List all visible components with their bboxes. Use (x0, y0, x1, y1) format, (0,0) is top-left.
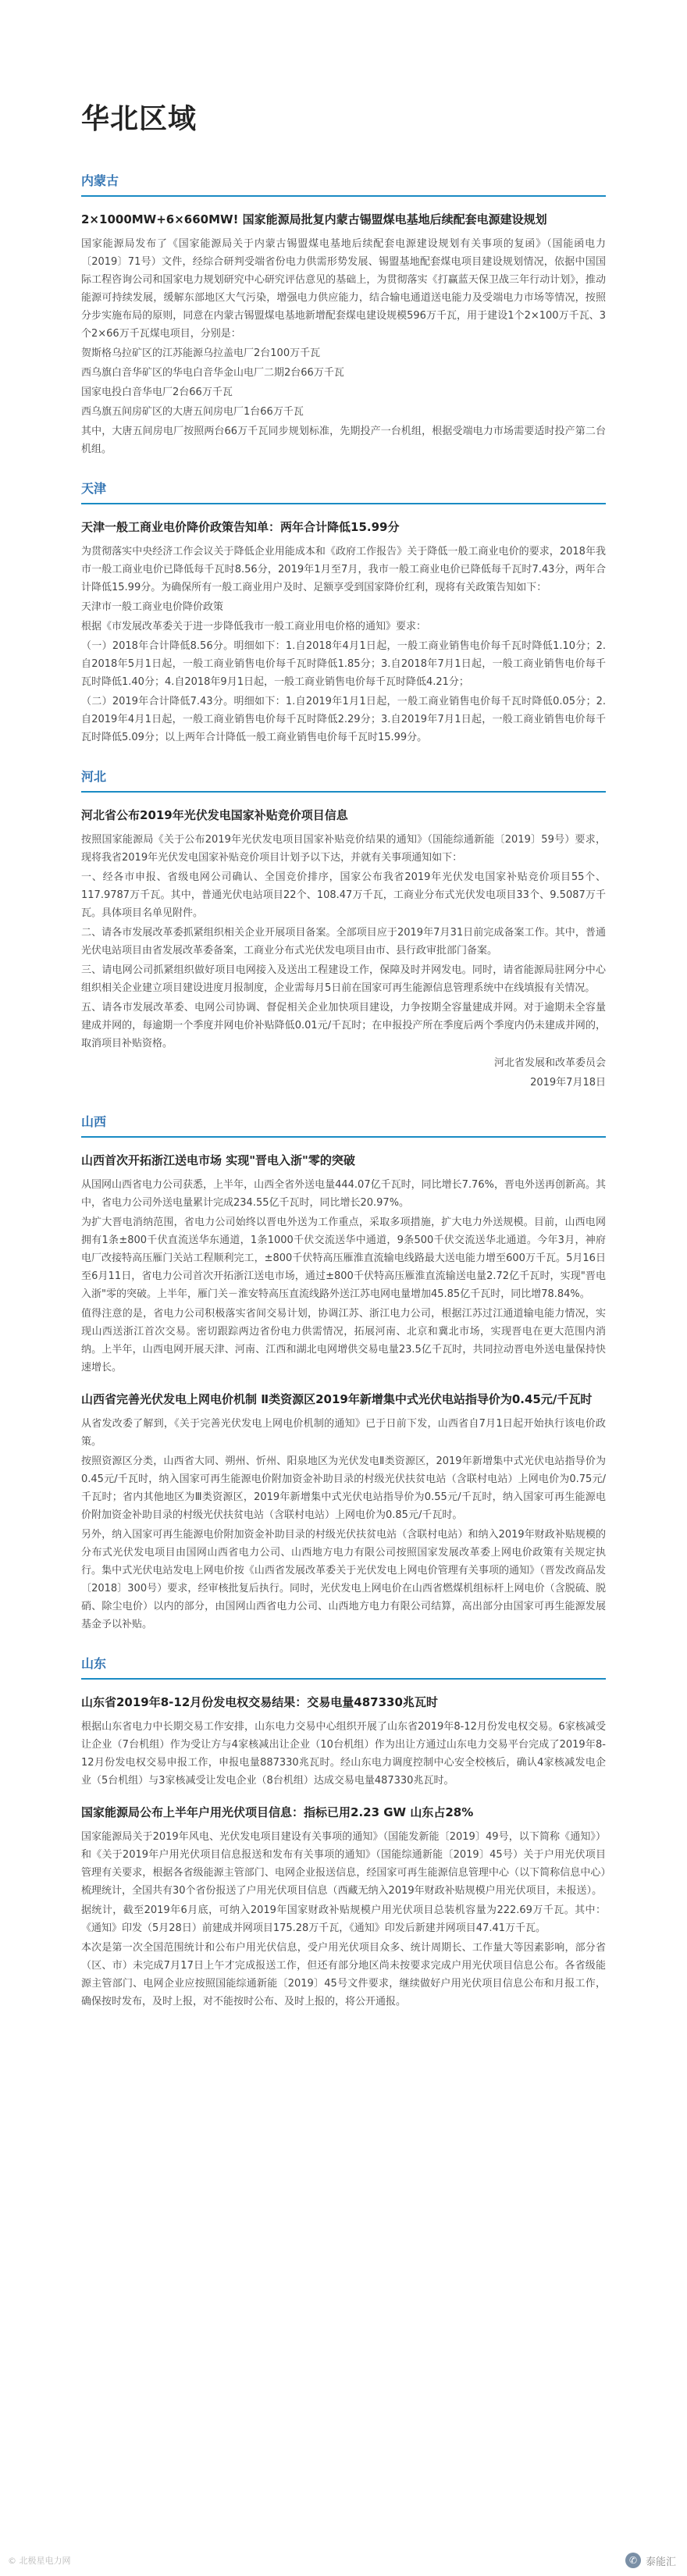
news-item (81, 1150, 606, 1377)
news-item-paragraph: 为扩大晋电消纳范围，省电力公司始终以晋电外送为工作重点，采取多项措施，扩大电力外送规模。目前，山西电网拥有1条±800千伏直流送华东通道，1条1000千伏交流送华中通道，9条500千伏交流送华北通道。今年3月，神府电厂改接特高压雁门关站工程顺利完工，±800千伏特高压雁淮直流输电线路最大送电能力增至600万千瓦。5月16日至6月11日，省电力公司首次开拓浙江送电市场，通过±800千伏特高压雁淮直流输送电量2.72亿千瓦时，实现"晋电入浙"零的突破。上半年，雁门关－淮安特高压直流线路外送江苏电网电量增加45.85亿千瓦时，同比增78.84%。 (81, 1217, 606, 1300)
news-item-paragraph: 一、经各市申报、省级电网公司确认、全国竞价排序，国家公布我省2019年光伏发电国家补贴竞价项目55个、117.9787万千瓦。其中，普通光伏电站项目22个、108.47万千瓦，工商业分布式光伏发电项目33个、9.5087万千瓦。具体项目名单见附件。 (81, 871, 606, 919)
news-item (81, 209, 606, 458)
region-section (81, 1112, 606, 1634)
news-item-paragraph: 国家能源局发布了《国家能源局关于内蒙古锡盟煤电基地后续配套电源建设规划有关事项的复函》（国能函电力〔2019〕71号）文件，经综合研判受端省份电力供需形势发展、锡盟基地配套煤电项目建设规划情况，依据中国国际工程咨询公司和国家电力规划研究中心研究评估意见的基础上，为贯彻落实《打赢蓝天保卫战三年行动计划》，推动能源可持续发展，缓解东部地区大气污染，增强电力供应能力，结合输电通道送电能力及受端电力市场等情况，按照分步实施布局的原则，同意在内蒙古锡盟煤电基地新增配套煤电建设规模596万千瓦，用于建设1个2×100万千瓦、3个2×66万千瓦煤电项目，分别是： (81, 238, 606, 340)
news-item (81, 1692, 606, 1790)
news-item-paragraph: 国家能源局关于2019年风电、光伏发电项目建设有关事项的通知》（国能发新能〔2019〕49号，以下简称《通知》）和《关于2019年户用光伏项目信息报送和发布有关事项的通知》（国能综通新能〔2019〕45号）关于户用光伏项目管理有关要求，根据各省级能源主管部门、电网企业报送信息，经国家可再生能源信息管理中心（以下简称信息中心）梳理统计，全国共有30个省份报送了户用光伏项目信息（西藏无纳入2019年财政补贴规模户用光伏项目，未报送）。 (81, 1831, 606, 1897)
news-item-paragraph: 西乌旗白音华矿区的华电白音华金山电厂二期2台66万千瓦 (81, 367, 344, 379)
source-name: 泰能汇 (645, 2556, 676, 2568)
news-item-paragraph: （一）2018年合计降低8.56分。明细如下：1.自2018年4月1日起，一般工商业销售电价每千瓦时降低1.10分；2.自2018年5月1日起，一般工商业销售电价每千瓦时降低1.85分；3.自2018年7月1日起，一般工商业销售电价每千瓦时降低1.40分；4.自2018年9月1日起，一般工商业销售电价每千瓦时降低4.21分； (81, 640, 606, 688)
news-item-paragraph: 其中，大唐五间房电厂按照两台66万千瓦同步规划标准，先期投产一台机组，根据受端电力市场需要适时投产第二台机组。 (81, 426, 606, 455)
news-item-paragraph: 按照国家能源局《关于公布2019年光伏发电项目国家补贴竞价结果的通知》（国能综通新能〔2019〕59号）要求，现将我省2019年光伏发电国家补贴竞价项目计划予以下达，并就有关事项通知如下： (81, 834, 606, 864)
wechat-icon: ✆ (625, 2553, 641, 2568)
region-divider (81, 1136, 606, 1138)
region-list (81, 171, 606, 2011)
region-divider (81, 503, 606, 504)
news-item-paragraph: 根据山东省电力中长期交易工作安排，山东电力交易中心组织开展了山东省2019年8-12月份发电权交易。6家核减受让企业（7台机组）作为受让方与4家核减出让企业（10台机组）作为出让方通过山东电力交易平台完成了2019年8-12月份发电权交易申报工作，申报电量887330兆瓦时。经山东电力调度控制中心安全校核后，确认4家核减发电企业（5台机组）与3家核减受让发电企业（8台机组）达成交易电量487330兆瓦时。 (81, 1721, 606, 1787)
news-item-paragraph: 从省发改委了解到，《关于完善光伏发电上网电价机制的通知》已于日前下发，山西省自7月1日起开始执行该电价政策。 (81, 1418, 606, 1448)
footer (0, 2545, 687, 2576)
source-badge[interactable] (625, 2553, 676, 2568)
region-label: 天津 (81, 481, 107, 496)
news-item-paragraph: （二）2019年合计降低7.43分。明细如下：1.自2019年1月1日起，一般工商业销售电价每千瓦时降低0.05分；2.自2019年4月1日起，一般工商业销售电价每千瓦时降低2.29分；3.自2019年7月1日起，一般工商业销售电价每千瓦时降低5.09分；以上两年合计降低一般工商业销售电价每千瓦时15.99分。 (81, 696, 606, 743)
news-item-title: 国家能源局公布上半年户用光伏项目信息：指标已用2.23 GW 山东占28% (81, 1805, 474, 1819)
news-item-title: 2×1000MW+6×660MW! 国家能源局批复内蒙古锡盟煤电基地后续配套电源建设规划 (81, 212, 547, 226)
news-item-paragraph: 五、请各市发展改革委、电网公司协调、督促相关企业加快项目建设，力争按期全容量建成并网。对于逾期未全容量建成并网的，每逾期一个季度并网电价补贴降低0.01元/千瓦时；在申报投产所在季度后两个季度内仍未建成并网的，取消项目补贴资格。 (81, 1002, 606, 1049)
news-item-title: 山东省2019年8-12月份发电权交易结果：交易电量487330兆瓦时 (81, 1695, 438, 1709)
region-section (81, 1654, 606, 2011)
news-item-paragraph: 从国网山西省电力公司获悉，上半年，山西全省外送电量444.07亿千瓦时，同比增长7.76%，晋电外送再创新高。其中，省电力公司外送电量累计完成234.55亿千瓦时，同比增长20.97%。 (81, 1179, 606, 1209)
news-item-title: 山西首次开拓浙江送电市场 实现"晋电入浙"零的突破 (81, 1153, 355, 1167)
news-item-paragraph: 根据《市发展改革委关于进一步降低我市一般工商业用电价格的通知》要求： (81, 621, 427, 632)
news-item-paragraph: 国家电投白音华电厂2台66万千瓦 (81, 387, 233, 398)
news-item (81, 1802, 606, 2011)
news-item-paragraph: 本次是第一次全国范围统计和公布户用光伏信息，受户用光伏项目众多、统计周期长、工作量大等因素影响，部分省（区、市）未完成7月17日上午才完成报送工作，但还有部分地区尚未按要求完成户用光伏项目信息公布。各省级能源主管部门、电网企业应按照国能综通新能〔2019〕45号文件要求，继续做好户用光伏项目信息公布和月报工作，确保按时发布，及时上报，对不能按时公布、及时上报的，将公开通报。 (81, 1942, 606, 2008)
news-item (81, 805, 606, 1092)
region-divider (81, 791, 606, 793)
news-item-paragraph: 河北省发展和改革委员会 (493, 1057, 606, 1069)
news-item-paragraph: 贺斯格乌拉矿区的江苏能源乌拉盖电厂2台100万千瓦 (81, 347, 321, 359)
region-label: 山西 (81, 1114, 107, 1129)
watermark-left: © 北极星电力网 (8, 2556, 71, 2566)
news-item (81, 1389, 606, 1634)
news-item-paragraph: 为贯彻落实中央经济工作会议关于降低企业用能成本和《政府工作报告》关于降低一般工商业电价的要求，2018年我市一般工商业电价已降低每千瓦时8.56分，2019年1月至7月，我市一般工商业电价已降低每千瓦时7.43分，两年合计降低15.99分。为确保所有一般工商业用户及时、足额享受到国家降价红利，现将有关政策告知如下： (81, 546, 606, 593)
news-item-paragraph: 值得注意的是，省电力公司积极落实省间交易计划，协调江苏、浙江电力公司，根据江苏过江通道输电能力情况，实现山西送浙江首次交易。密切跟踪两边省份电力供需情况，拓展河南、北京和冀北市场，实现晋电在更大范围内消纳。上半年，山西电网开展天津、河南、江西和湖北电网增供交易电量23.5亿千瓦时，共同拉动晋电外送电量保持快速增长。 (81, 1308, 606, 1374)
news-item (81, 517, 606, 746)
news-item-title: 河北省公布2019年光伏发电国家补贴竞价项目信息 (81, 808, 348, 822)
news-item-paragraph: 二、请各市发展改革委抓紧组织相关企业开展项目备案。全部项目应于2019年7月31日前完成备案工作。其中，普通光伏电站项目由省发展改革委备案，工商业分布式光伏发电项目由市、县行政审批部门备案。 (81, 927, 606, 957)
region-label: 内蒙古 (81, 173, 119, 188)
page-title: 华北区域 (81, 103, 198, 135)
news-item-paragraph: 天津市一般工商业电价降价政策 (81, 601, 224, 613)
news-item-paragraph: 按照资源区分类，山西省大同、朔州、忻州、阳泉地区为光伏发电Ⅱ类资源区，2019年新增集中式光伏电站指导价为0.45元/千瓦时，纳入国家可再生能源电价附加资金补助目录的村级光伏扶贫电站（含联村电站）上网电价为0.75元/千瓦时；省内其他地区为Ⅲ类资源区，2019年新增集中式光伏电站指导价为0.55元/千瓦时，纳入国家可再生能源电价附加资金补助目录的村级光伏扶贫电站（含联村电站）上网电价为0.85元/千瓦时。 (81, 1455, 606, 1521)
region-label: 山东 (81, 1656, 107, 1671)
region-section (81, 171, 606, 458)
news-item-paragraph: 据统计，截至2019年6月底，可纳入2019年国家财政补贴规模户用光伏项目总装机容量为222.69万千瓦。其中：《通知》印发（5月28日）前建成并网项目175.28万千瓦，《通知》印发后新建并网项目47.41万千瓦。 (81, 1904, 606, 1934)
region-section (81, 479, 606, 746)
region-section (81, 767, 606, 1092)
news-item-title: 天津一般工商业电价降价政策告知单：两年合计降低15.99分 (81, 520, 400, 534)
news-item-title: 山西省完善光伏发电上网电价机制 Ⅱ类资源区2019年新增集中式光伏电站指导价为0.45元/千瓦时 (81, 1392, 593, 1406)
region-label: 河北 (81, 769, 107, 784)
news-item-paragraph: 三、请电网公司抓紧组织做好项目电网接入及送出工程建设工作，保障及时并网发电。同时，请省能源局驻网分中心组织相关企业建立项目建设进度月报制度，企业需每月5日前在国家可再生能源信息管理系统中在线填报有关情况。 (81, 964, 606, 994)
region-divider (81, 1678, 606, 1680)
news-item-paragraph: 2019年7月18日 (530, 1077, 606, 1088)
news-item-paragraph: 西乌旗五间房矿区的大唐五间房电厂1台66万千瓦 (81, 406, 304, 418)
news-item-paragraph: 另外，纳入国家可再生能源电价附加资金补助目录的村级光伏扶贫电站（含联村电站）和纳入2019年财政补贴规模的分布式光伏发电项目由国网山西省电力公司、山西地方电力有限公司按照国家发展改革委上网电价政策有关规定执行。集中式光伏电站发电上网电价按《山西省发展改革委关于光伏发电上网电价管理有关事项的通知》（晋发改商品发〔2018〕300号）要求，经审核批复后执行。同时，光伏发电上网电价在山西省燃煤机组标杆上网电价（含脱硫、脱硝、除尘电价）以内的部分，由国网山西省电力公司、山西地方电力有限公司结算，高出部分由国家可再生能源发展基金予以补贴。 (81, 1529, 606, 1630)
region-divider (81, 195, 606, 197)
